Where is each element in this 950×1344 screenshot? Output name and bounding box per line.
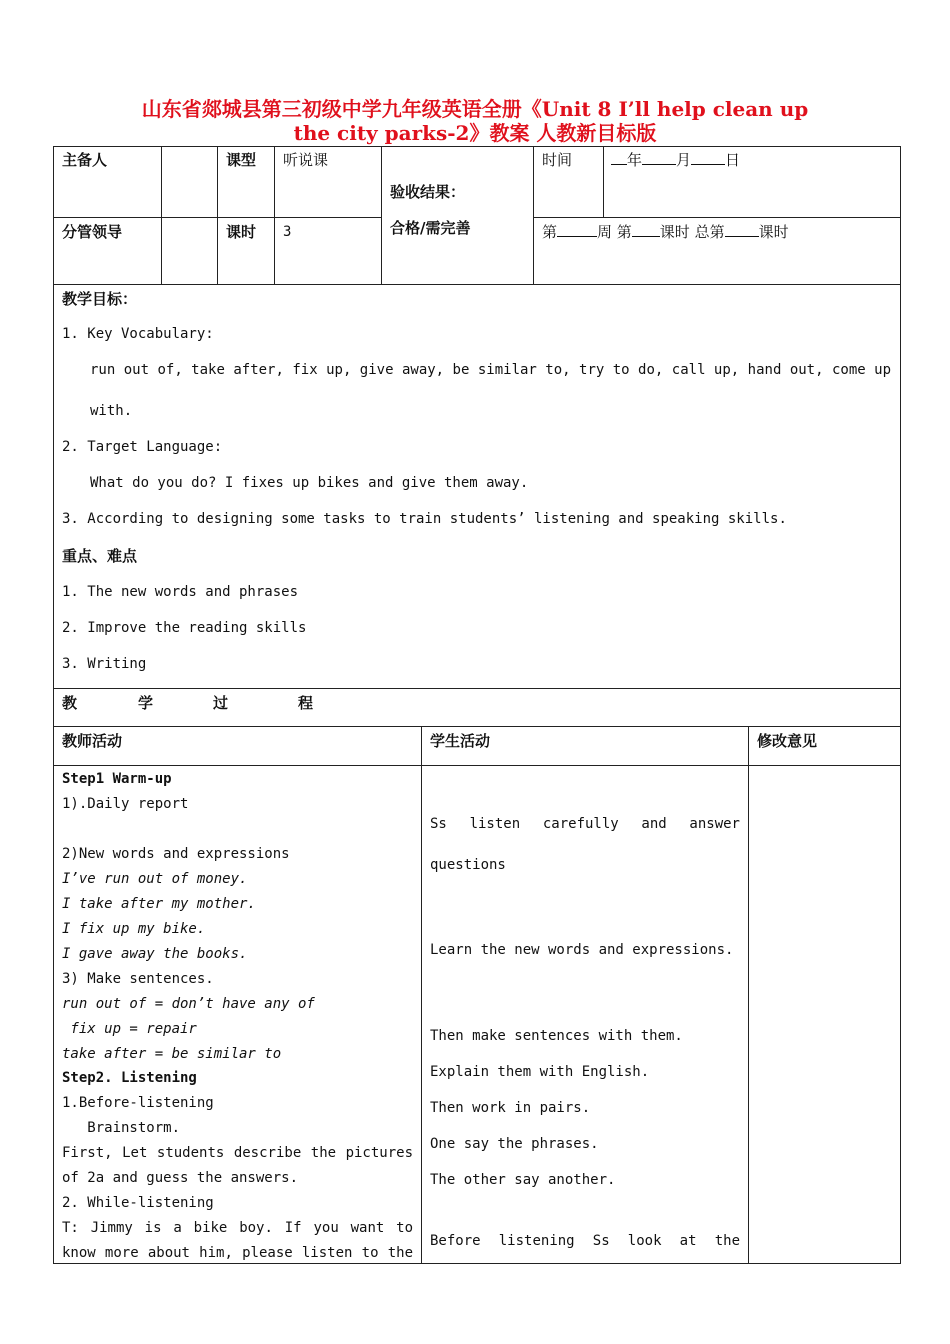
document-title-line-2: the city parks-2》教案 人教新目标版	[293, 121, 657, 145]
acceptance-label: 验收结果：	[390, 183, 466, 201]
teacher-activity-line: I fix up my bike.	[62, 921, 206, 937]
rule	[53, 688, 901, 689]
objective-line: 3. According to designing some tasks to train students’ listening and speaking skills.	[62, 511, 787, 527]
teacher-activity-line: 3) Make sentences.	[62, 971, 214, 987]
rule	[381, 146, 382, 284]
teacher-activity-line: I take after my mother.	[62, 896, 256, 912]
revision-notes-header: 修改意见	[757, 732, 818, 750]
week-blank[interactable]	[557, 222, 597, 237]
process-heading-char: 学	[138, 694, 154, 712]
week-prefix: 第	[542, 223, 558, 241]
teacher-activity-header: 教师活动	[62, 732, 123, 750]
student-activity-line: Explain them with English.	[430, 1064, 650, 1080]
year-blank[interactable]	[611, 150, 627, 165]
student-activity-line: questions	[430, 857, 506, 873]
date-year-label: 年	[627, 151, 643, 169]
teacher-activity-line: Brainstorm.	[62, 1120, 181, 1136]
objective-line: run out of, take after, fix up, give away, be similar to, try to do, call up, hand out, come up	[90, 362, 891, 378]
key-point-line: 1. The new words and phrases	[62, 584, 299, 600]
teacher-activity-line: Step1 Warm-up	[62, 771, 172, 787]
student-activity-header: 学生活动	[430, 732, 491, 750]
week-line	[542, 222, 789, 242]
total-blank[interactable]	[725, 222, 759, 237]
month-blank[interactable]	[642, 150, 676, 165]
key-point-line: 3. Writing	[62, 656, 147, 672]
teacher-activity-line: 1.Before-listening	[62, 1095, 214, 1111]
objective-line: with.	[90, 403, 133, 419]
student-activity-line: The other say another.	[430, 1172, 616, 1188]
lesson-blank[interactable]	[632, 222, 660, 237]
objective-line: 1. Key Vocabulary:	[62, 326, 214, 342]
period-value: 3	[283, 224, 292, 240]
date-line	[611, 150, 740, 170]
process-heading-char: 程	[298, 694, 314, 712]
student-activity-line: Ss listen carefully and answer	[430, 816, 740, 832]
rule	[53, 726, 901, 727]
lesson-suffix: 课时 总第	[659, 223, 725, 241]
student-activity-line: Then work in pairs.	[430, 1100, 591, 1116]
time-label: 时间	[542, 151, 573, 169]
rule	[53, 765, 901, 766]
period-label: 课时	[226, 223, 257, 241]
date-month-label: 月	[676, 151, 692, 169]
student-activity-line: One say the phrases.	[430, 1136, 599, 1152]
process-heading-char: 过	[213, 694, 229, 712]
week-suffix: 周 第	[597, 223, 632, 241]
key-points-heading: 重点、难点	[62, 547, 138, 565]
objective-line: 2. Target Language:	[62, 439, 223, 455]
rule	[161, 146, 162, 284]
rule	[217, 146, 218, 284]
teacher-activity-line: of 2a and guess the answers.	[62, 1170, 299, 1186]
lesson-type-value: 听说课	[283, 151, 329, 169]
teacher-activity-line: T: Jimmy is a bike boy. If you want to	[62, 1220, 413, 1236]
student-activity-line: Learn the new words and expressions.	[430, 942, 734, 958]
acceptance-value: 合格/需完善	[390, 219, 471, 237]
rule	[603, 146, 604, 217]
leader-label: 分管领导	[62, 223, 123, 241]
teacher-activity-line: 2. While-listening	[62, 1195, 214, 1211]
rule	[53, 284, 901, 285]
rule	[274, 146, 275, 284]
student-activity-line: Then make sentences with them.	[430, 1028, 683, 1044]
teacher-activity-line: Step2. Listening	[62, 1070, 197, 1086]
teacher-activity-line: I gave away the books.	[62, 946, 248, 962]
teacher-activity-line: 2)New words and expressions	[62, 846, 290, 862]
teacher-activity-line: take after = be similar to	[62, 1046, 282, 1062]
date-day-label: 日	[725, 151, 741, 169]
teacher-activity-line: fix up = repair	[62, 1021, 197, 1037]
day-blank[interactable]	[691, 150, 725, 165]
objective-line: What do you do? I fixes up bikes and give them away.	[90, 475, 529, 491]
total-suffix: 课时	[758, 223, 789, 241]
teacher-activity-line: First, Let students describe the pictures	[62, 1145, 413, 1161]
document-title-line-1: 山东省郯城县第三初级中学九年级英语全册《Unit 8 I’ll help clean up	[141, 97, 809, 121]
process-heading-char: 教	[62, 694, 78, 712]
lesson-type-label: 课型	[226, 151, 257, 169]
key-point-line: 2. Improve the reading skills	[62, 620, 307, 636]
teacher-activity-line: know more about him, please listen to the	[62, 1245, 413, 1261]
teacher-activity-line: I’ve run out of money.	[62, 871, 248, 887]
objectives-heading: 教学目标：	[62, 290, 138, 308]
rule	[533, 146, 534, 284]
student-activity-line: Before listening Ss look at the	[430, 1233, 740, 1249]
rule	[421, 726, 422, 1264]
preparer-label: 主备人	[62, 151, 108, 169]
rule	[533, 217, 901, 218]
teacher-activity-line: 1).Daily report	[62, 796, 189, 812]
rule	[748, 726, 749, 1264]
teacher-activity-line: run out of = don’t have any of	[62, 996, 315, 1012]
